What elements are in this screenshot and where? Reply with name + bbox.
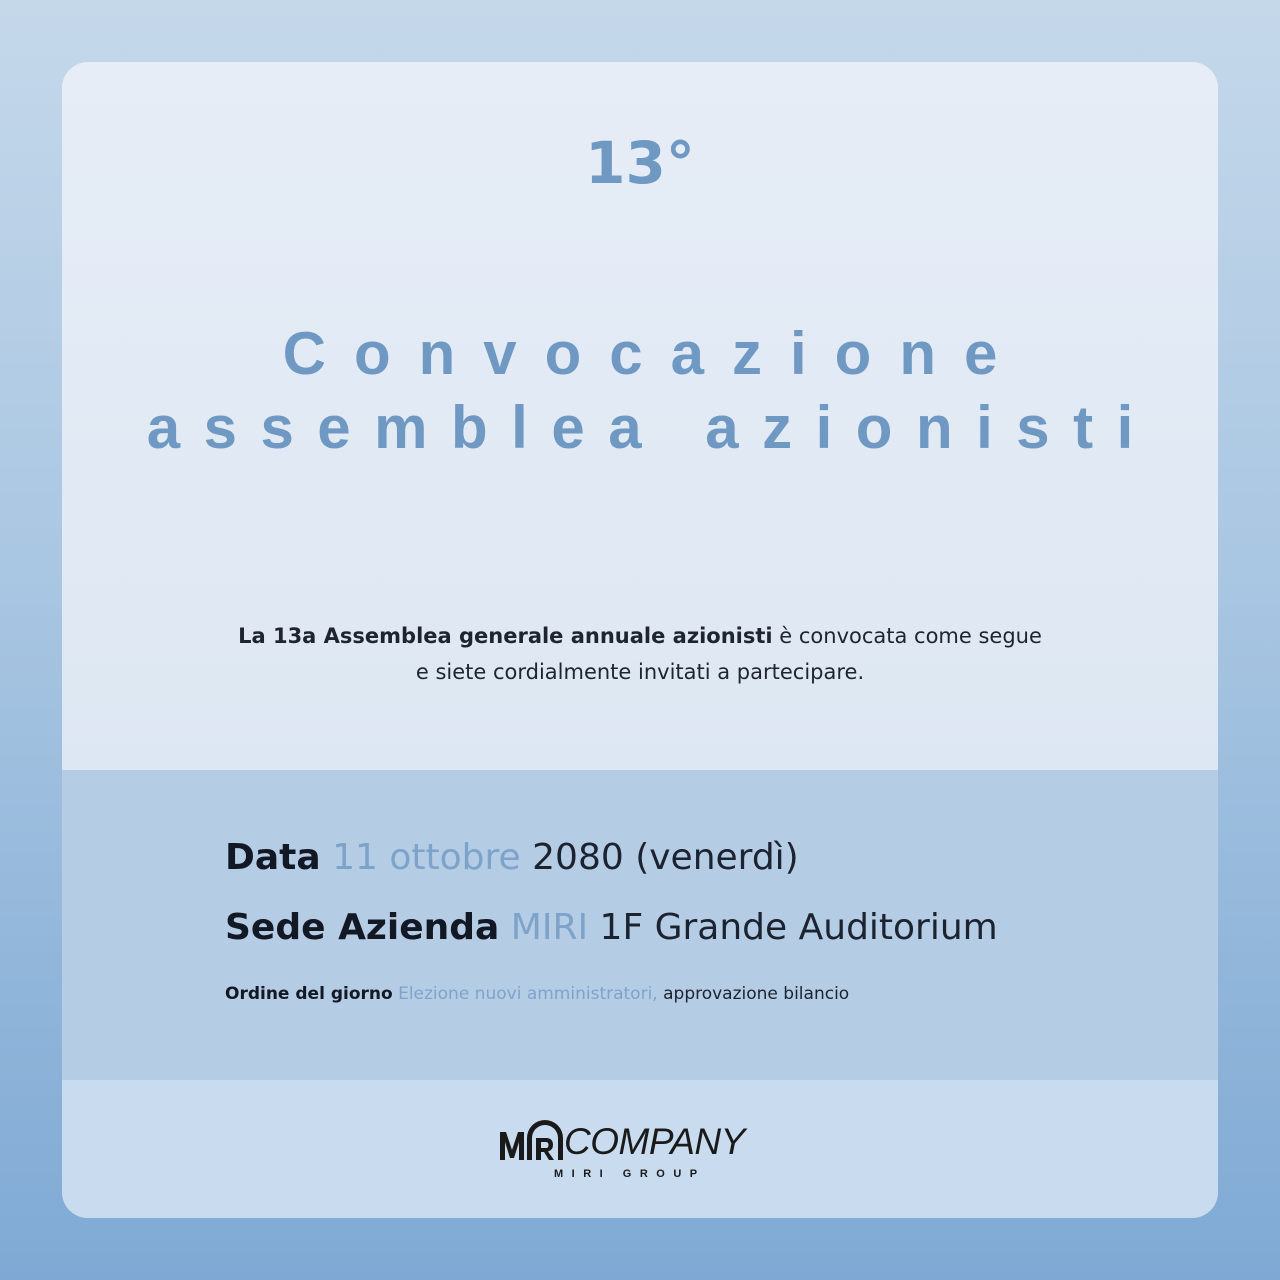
intro-bold: La 13a Assemblea generale annuale azionisti [238, 624, 773, 648]
date-row [225, 837, 799, 878]
company-logo [498, 1116, 770, 1186]
agenda-rest: approvazione bilancio [663, 984, 850, 1004]
logo-tagline: MIRI GROUP [554, 1168, 706, 1180]
venue-label: Sede Azienda [225, 907, 500, 948]
intro-line-1 [62, 618, 1218, 654]
venue-rest: 1F Grande Auditorium [599, 907, 998, 948]
agenda-label: Ordine del giorno [225, 984, 393, 1004]
title-line-2: assemblea azionisti [146, 394, 1157, 461]
title-line-1: Convocazione [282, 320, 1026, 387]
intro-rest: è convocata come segue [772, 624, 1042, 648]
venue-highlight: MIRI [510, 907, 589, 948]
logo-company-name: COMPANY [564, 1121, 745, 1162]
venue-row [225, 907, 998, 948]
date-highlight: 11 ottobre [332, 837, 521, 878]
edition-number: 13° [585, 129, 695, 197]
intro-text [62, 618, 1218, 690]
agenda-row [225, 986, 849, 1003]
miri-logo-mark [498, 1116, 568, 1168]
intro-line-2: e siete cordialmente invitati a partecipare. [415, 660, 865, 684]
details-band [62, 770, 1218, 1080]
footer-band [62, 1080, 1218, 1218]
invitation-card [62, 62, 1218, 1218]
date-rest: 2080 (venerdì) [532, 837, 799, 878]
date-label: Data [225, 837, 321, 878]
agenda-highlight: Elezione nuovi amministratori, [398, 984, 658, 1004]
